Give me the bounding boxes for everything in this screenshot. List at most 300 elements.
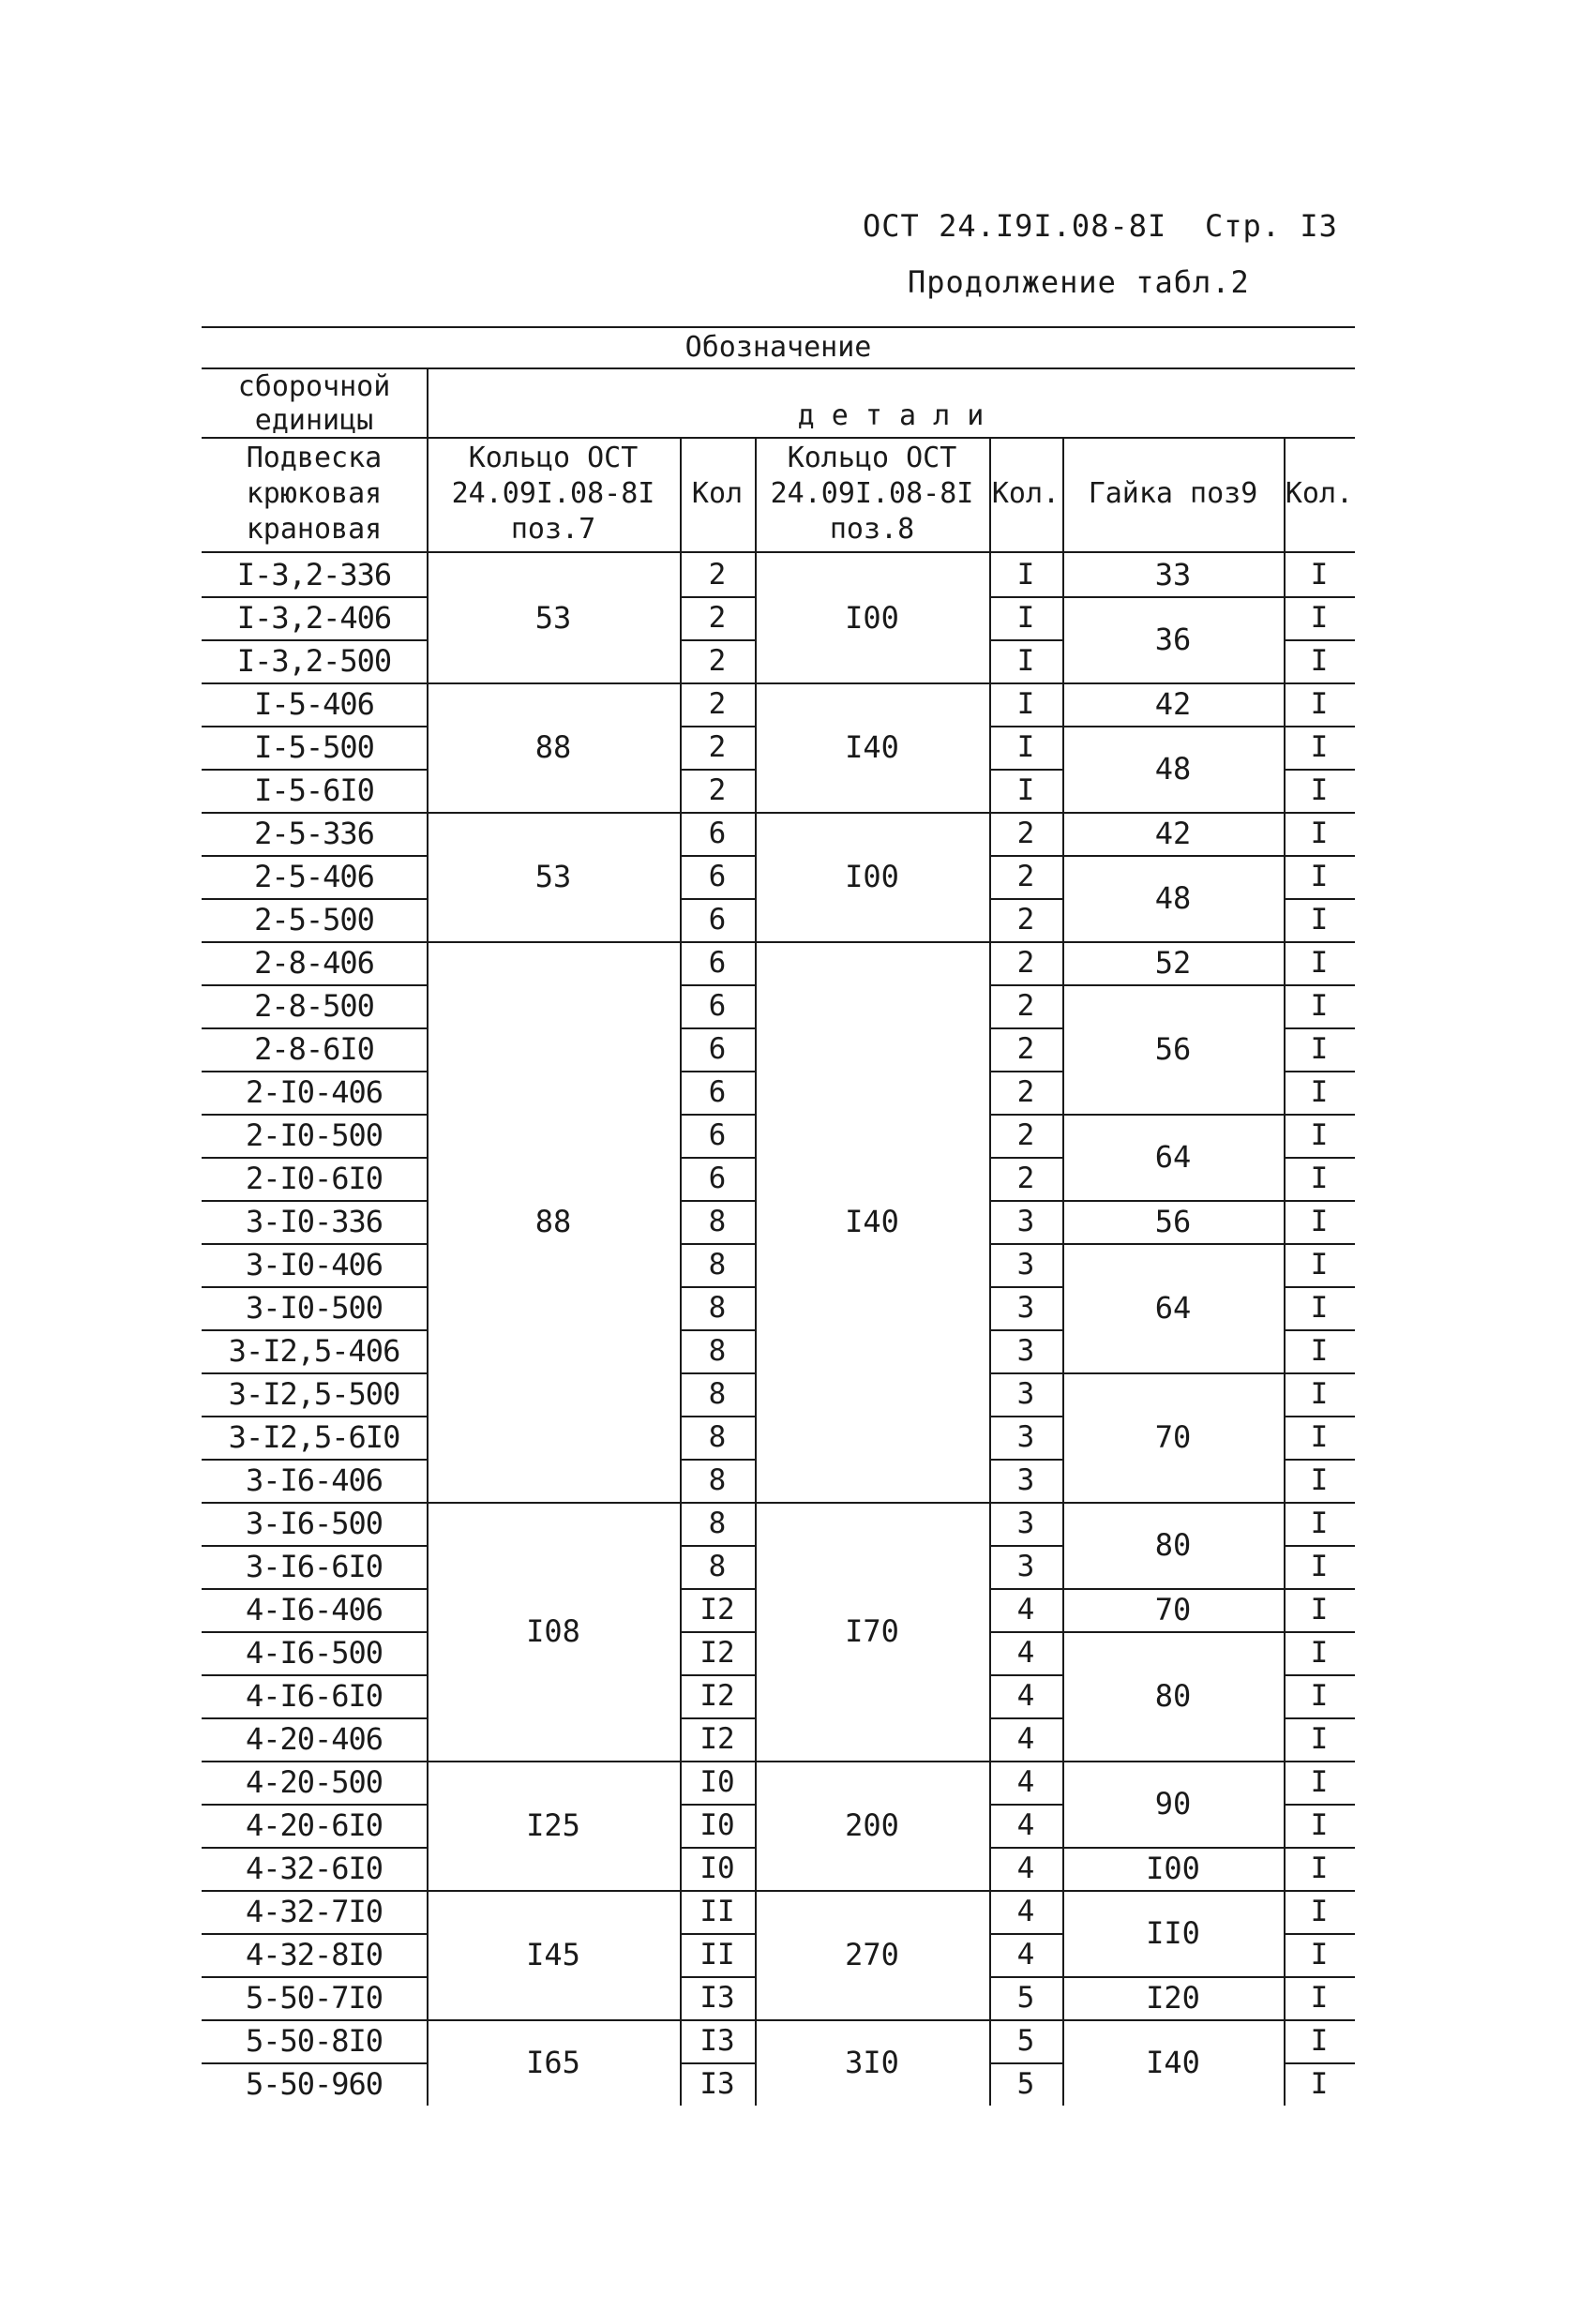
parts-header: д е т а л и bbox=[797, 399, 985, 432]
ring8-group-cell: 3I0 bbox=[845, 2045, 899, 2080]
row-rule bbox=[680, 1114, 755, 1116]
assembly-cell: 3-I6-406 bbox=[245, 1462, 383, 1498]
ring8-qty-cell: 5 bbox=[1016, 2023, 1035, 2058]
row-rule bbox=[989, 1588, 1062, 1590]
row-rule bbox=[202, 812, 427, 814]
ring7-group-cell-rule bbox=[427, 1761, 680, 1762]
nut-group-cell-rule bbox=[1062, 726, 1284, 727]
ring7-qty-cell: 2 bbox=[708, 686, 727, 721]
row-rule bbox=[680, 1761, 755, 1762]
assembly-cell: 4-20-500 bbox=[245, 1764, 383, 1800]
row-rule bbox=[680, 1157, 755, 1159]
row-rule bbox=[1284, 1631, 1355, 1633]
nut-group-cell: II0 bbox=[1146, 1915, 1200, 1951]
row-rule bbox=[202, 941, 427, 943]
ring7-qty-cell: I3 bbox=[699, 2023, 735, 2058]
nut-qty-cell: I bbox=[1310, 945, 1329, 980]
ring7-qty-cell: 8 bbox=[708, 1333, 727, 1368]
ring7-group-cell-rule bbox=[427, 2019, 680, 2021]
assembly-cell: I-3,2-406 bbox=[236, 600, 392, 636]
row-rule bbox=[680, 726, 755, 727]
assembly-cell: I-5-406 bbox=[254, 686, 374, 722]
page-number: Стр. I3 bbox=[1205, 208, 1338, 244]
row-rule bbox=[202, 1200, 427, 1202]
nut-qty-cell: I bbox=[1310, 600, 1329, 635]
row-rule bbox=[1284, 1027, 1355, 1029]
row-rule bbox=[202, 1243, 427, 1245]
row-rule bbox=[989, 1329, 1062, 1331]
row-rule bbox=[680, 898, 755, 900]
row-rule bbox=[202, 1027, 427, 1029]
row-rule bbox=[989, 1027, 1062, 1029]
row-rule bbox=[202, 769, 427, 771]
assembly-cell: 2-5-500 bbox=[254, 902, 374, 937]
ring8-qty-cell: 4 bbox=[1016, 1937, 1035, 1972]
row-rule bbox=[989, 1243, 1062, 1245]
assembly-cell: 3-I2,5-500 bbox=[228, 1376, 400, 1412]
row-rule bbox=[680, 596, 755, 598]
nut-group-cell: 48 bbox=[1154, 751, 1192, 787]
ring8-qty-cell: 3 bbox=[1016, 1376, 1035, 1411]
nut-qty-cell: I bbox=[1310, 1807, 1329, 1842]
nut-qty-cell: I bbox=[1310, 1937, 1329, 1972]
ring8-qty-cell: 3 bbox=[1016, 1204, 1035, 1238]
ring7-qty-cell: 6 bbox=[708, 1161, 727, 1195]
row-rule bbox=[989, 1200, 1062, 1202]
ring7-qty-cell: 6 bbox=[708, 1031, 727, 1066]
nut-qty-cell: I bbox=[1310, 1635, 1329, 1670]
nut-group-cell-rule bbox=[1062, 1372, 1284, 1374]
ring8-group-cell-rule bbox=[755, 941, 989, 943]
row-rule bbox=[202, 682, 427, 684]
row-rule bbox=[1284, 596, 1355, 598]
ring7-qty-cell: 6 bbox=[708, 859, 727, 893]
ring8-qty-cell: 4 bbox=[1016, 1721, 1035, 1756]
row-rule bbox=[989, 1459, 1062, 1461]
ring8-qty-cell: 2 bbox=[1016, 902, 1035, 937]
nut-qty-cell: I bbox=[1310, 1851, 1329, 1885]
row-rule bbox=[680, 984, 755, 986]
row-rule bbox=[989, 1631, 1062, 1633]
ring8-qty-cell: 3 bbox=[1016, 1462, 1035, 1497]
nut-qty-cell: I bbox=[1310, 1980, 1329, 2015]
row-rule bbox=[202, 1588, 427, 1590]
ring7-qty-cell: 2 bbox=[708, 772, 727, 807]
nut-group-cell-rule bbox=[1062, 1243, 1284, 1245]
row-rule bbox=[989, 1761, 1062, 1762]
assembly-cell: 3-I2,5-6I0 bbox=[228, 1419, 400, 1455]
row-rule bbox=[989, 1071, 1062, 1072]
ring7-group-cell: 88 bbox=[534, 729, 572, 765]
column-header-ring7-2: 24.09I.08-8I bbox=[451, 477, 655, 510]
ring7-qty-cell: I0 bbox=[699, 1807, 735, 1842]
nut-group-cell-rule bbox=[1062, 682, 1284, 684]
row-rule bbox=[1284, 984, 1355, 986]
row-rule bbox=[1284, 898, 1355, 900]
row-rule bbox=[680, 1674, 755, 1676]
assembly-cell: 5-50-960 bbox=[245, 2066, 383, 2102]
row-rule bbox=[1284, 2019, 1355, 2021]
ring7-qty-cell: II bbox=[699, 1937, 735, 1972]
row-rule bbox=[1284, 1717, 1355, 1719]
assembly-cell: 3-I0-336 bbox=[245, 1204, 383, 1239]
ring8-group-cell: I00 bbox=[845, 859, 899, 894]
ring8-group-cell-rule bbox=[755, 1890, 989, 1892]
ring7-qty-cell: 6 bbox=[708, 945, 727, 980]
ring7-qty-cell: I3 bbox=[699, 2066, 735, 2101]
assembly-cell: 5-50-7I0 bbox=[245, 1980, 383, 2016]
ring7-group-cell-rule bbox=[427, 1502, 680, 1504]
ring7-qty-cell: 8 bbox=[708, 1549, 727, 1583]
ring7-qty-cell: 2 bbox=[708, 729, 727, 764]
nut-group-cell: 56 bbox=[1154, 1204, 1192, 1239]
row-rule bbox=[989, 2019, 1062, 2021]
ring8-group-cell: I70 bbox=[845, 1613, 899, 1649]
nut-group-cell-rule bbox=[1062, 1890, 1284, 1892]
ring7-qty-cell: 6 bbox=[708, 1117, 727, 1152]
ring8-qty-cell: 3 bbox=[1016, 1290, 1035, 1325]
assembly-cell: 2-I0-406 bbox=[245, 1074, 383, 1110]
ring8-qty-cell: 2 bbox=[1016, 816, 1035, 850]
row-rule bbox=[202, 1933, 427, 1935]
assembly-cell: 3-I2,5-406 bbox=[228, 1333, 400, 1369]
table-top-rule bbox=[202, 326, 1355, 328]
nut-qty-cell: I bbox=[1310, 1290, 1329, 1325]
row-rule bbox=[989, 1157, 1062, 1159]
ring8-qty-cell: 5 bbox=[1016, 1980, 1035, 2015]
row-rule bbox=[202, 1804, 427, 1806]
row-rule bbox=[680, 1243, 755, 1245]
row-rule bbox=[202, 1761, 427, 1762]
ring7-qty-cell: 6 bbox=[708, 816, 727, 850]
ring7-group-cell-rule bbox=[427, 812, 680, 814]
nut-qty-cell: I bbox=[1310, 643, 1329, 678]
row-rule bbox=[989, 639, 1062, 641]
row-rule bbox=[1284, 1588, 1355, 1590]
ring8-qty-cell: 4 bbox=[1016, 1807, 1035, 1842]
assembly-cell: 5-50-8I0 bbox=[245, 2023, 383, 2059]
row-rule bbox=[989, 1372, 1062, 1374]
assembly-cell: 4-32-6I0 bbox=[245, 1851, 383, 1886]
ring8-group-cell: I40 bbox=[845, 729, 899, 765]
row-rule bbox=[989, 769, 1062, 771]
nut-group-cell-rule bbox=[1062, 812, 1284, 814]
row-rule bbox=[202, 1674, 427, 1676]
column-header-ring8-2: 24.09I.08-8I bbox=[770, 477, 974, 510]
ring8-qty-cell: 2 bbox=[1016, 945, 1035, 980]
column-header-qty9: Кол. bbox=[1285, 477, 1354, 510]
row-rule bbox=[1284, 1847, 1355, 1849]
row-rule bbox=[1284, 726, 1355, 727]
row-rule bbox=[989, 812, 1062, 814]
row-rule bbox=[1284, 2062, 1355, 2064]
assembly-cell: I-5-500 bbox=[254, 729, 374, 765]
nut-qty-cell: I bbox=[1310, 1204, 1329, 1238]
table-continuation-note: Продолжение табл.2 bbox=[908, 264, 1250, 300]
nut-qty-cell: I bbox=[1310, 1117, 1329, 1152]
nut-group-cell: 64 bbox=[1154, 1290, 1192, 1326]
ring7-group-cell-rule bbox=[427, 1890, 680, 1892]
nut-qty-cell: I bbox=[1310, 1161, 1329, 1195]
ring7-qty-cell: I0 bbox=[699, 1764, 735, 1799]
ring7-qty-cell: 8 bbox=[708, 1419, 727, 1454]
ring8-qty-cell: 3 bbox=[1016, 1549, 1035, 1583]
nut-qty-cell: I bbox=[1310, 772, 1329, 807]
ring8-group-cell-rule bbox=[755, 2019, 989, 2021]
row-rule bbox=[202, 596, 427, 598]
row-rule bbox=[202, 2019, 427, 2021]
column-header-assembly-1: Подвеска bbox=[246, 442, 383, 474]
assembly-cell: I-5-6I0 bbox=[254, 772, 374, 808]
row-rule bbox=[1284, 1933, 1355, 1935]
nut-group-cell-rule bbox=[1062, 855, 1284, 857]
nut-qty-cell: I bbox=[1310, 816, 1329, 850]
row-rule bbox=[989, 1674, 1062, 1676]
ring8-qty-cell: 5 bbox=[1016, 2066, 1035, 2101]
nut-group-cell: 90 bbox=[1154, 1786, 1192, 1822]
row-rule bbox=[1284, 1243, 1355, 1245]
row-rule bbox=[1284, 1114, 1355, 1116]
column-header-qty7: Кол bbox=[691, 477, 744, 510]
row-rule bbox=[680, 1200, 755, 1202]
nut-group-cell-rule bbox=[1062, 1200, 1284, 1202]
row-rule bbox=[1284, 1804, 1355, 1806]
row-rule bbox=[680, 1545, 755, 1547]
row-rule bbox=[202, 1416, 427, 1417]
assembly-cell: 4-32-8I0 bbox=[245, 1937, 383, 1972]
row-rule bbox=[202, 2062, 427, 2064]
row-rule bbox=[989, 1717, 1062, 1719]
ring8-qty-cell: 4 bbox=[1016, 1851, 1035, 1885]
row-rule bbox=[1284, 1329, 1355, 1331]
ring7-qty-cell: I0 bbox=[699, 1851, 735, 1885]
ring7-qty-cell: I3 bbox=[699, 1980, 735, 2015]
row-rule bbox=[1284, 1286, 1355, 1288]
assembly-cell: 2-I0-6I0 bbox=[245, 1161, 383, 1196]
nut-group-cell: 64 bbox=[1154, 1139, 1192, 1175]
row-rule bbox=[989, 596, 1062, 598]
ring7-qty-cell: I2 bbox=[699, 1721, 735, 1756]
nut-group-cell-rule bbox=[1062, 941, 1284, 943]
row-rule bbox=[1284, 1372, 1355, 1374]
nut-qty-cell: I bbox=[1310, 859, 1329, 893]
ring7-qty-cell: 8 bbox=[708, 1376, 727, 1411]
nut-qty-cell: I bbox=[1310, 1894, 1329, 1928]
row-rule bbox=[989, 1114, 1062, 1116]
ring8-qty-cell: I bbox=[1016, 686, 1035, 721]
column-header-ring8-1: Кольцо ОСТ bbox=[787, 442, 957, 474]
ring8-group-cell-rule bbox=[755, 1502, 989, 1504]
nut-group-cell-rule bbox=[1062, 1631, 1284, 1633]
row-rule bbox=[680, 1717, 755, 1719]
ring8-qty-cell: 4 bbox=[1016, 1894, 1035, 1928]
ring8-group-cell: I00 bbox=[845, 600, 899, 636]
ring8-group-cell-rule bbox=[755, 812, 989, 814]
ring8-group-cell-rule bbox=[755, 1761, 989, 1762]
ring7-qty-cell: I2 bbox=[699, 1678, 735, 1713]
row-rule bbox=[680, 682, 755, 684]
nut-group-cell: I20 bbox=[1146, 1980, 1200, 2016]
row-rule bbox=[202, 1329, 427, 1331]
row-rule bbox=[680, 941, 755, 943]
nut-group-cell-rule bbox=[1062, 1502, 1284, 1504]
nut-qty-cell: I bbox=[1310, 1678, 1329, 1713]
nut-group-cell: 70 bbox=[1154, 1592, 1192, 1627]
nut-group-cell: 70 bbox=[1154, 1419, 1192, 1455]
row-rule bbox=[202, 1717, 427, 1719]
nut-qty-cell: I bbox=[1310, 1031, 1329, 1066]
column-header-assembly-3: крановая bbox=[246, 513, 383, 546]
row-rule bbox=[989, 855, 1062, 857]
assembly-cell: 3-I0-500 bbox=[245, 1290, 383, 1326]
nut-group-cell-rule bbox=[1062, 1847, 1284, 1849]
row-rule bbox=[1284, 1502, 1355, 1504]
nut-group-cell: 42 bbox=[1154, 816, 1192, 851]
row-rule bbox=[202, 1502, 427, 1504]
nut-group-cell-rule bbox=[1062, 596, 1284, 598]
ring8-qty-cell: 2 bbox=[1016, 1161, 1035, 1195]
row-rule bbox=[680, 2062, 755, 2064]
row-rule bbox=[680, 1933, 755, 1935]
assembly-cell: 4-20-406 bbox=[245, 1721, 383, 1757]
row-rule bbox=[202, 1071, 427, 1072]
nut-qty-cell: I bbox=[1310, 988, 1329, 1023]
row-rule bbox=[1284, 1459, 1355, 1461]
assembly-cell: 2-5-336 bbox=[254, 816, 374, 851]
row-rule bbox=[680, 855, 755, 857]
ring8-group-cell-rule bbox=[755, 682, 989, 684]
row-rule bbox=[680, 2019, 755, 2021]
nut-qty-cell: I bbox=[1310, 902, 1329, 937]
nut-group-cell: 42 bbox=[1154, 686, 1192, 722]
ring8-qty-cell: 2 bbox=[1016, 1117, 1035, 1152]
ring7-group-cell: I65 bbox=[526, 2045, 580, 2080]
row-rule bbox=[680, 812, 755, 814]
assembly-header-line-1: сборочной bbox=[237, 370, 391, 403]
assembly-cell: 2-8-406 bbox=[254, 945, 374, 981]
nut-qty-cell: I bbox=[1310, 2066, 1329, 2101]
assembly-cell: 4-I6-500 bbox=[245, 1635, 383, 1671]
row-rule bbox=[1284, 1890, 1355, 1892]
nut-qty-cell: I bbox=[1310, 2023, 1329, 2058]
ring8-qty-cell: 3 bbox=[1016, 1333, 1035, 1368]
ring8-qty-cell: 4 bbox=[1016, 1592, 1035, 1627]
row-rule bbox=[989, 1416, 1062, 1417]
row-rule bbox=[1284, 1545, 1355, 1547]
row-rule bbox=[989, 1804, 1062, 1806]
nut-qty-cell: I bbox=[1310, 729, 1329, 764]
row-rule bbox=[989, 898, 1062, 900]
row-rule bbox=[1284, 769, 1355, 771]
nut-group-cell-rule bbox=[1062, 1761, 1284, 1762]
assembly-cell: 3-I6-500 bbox=[245, 1506, 383, 1541]
nut-group-cell-rule bbox=[1062, 2019, 1284, 2021]
row-rule bbox=[680, 1631, 755, 1633]
ring7-qty-cell: I2 bbox=[699, 1592, 735, 1627]
ring7-qty-cell: 2 bbox=[708, 557, 727, 592]
document-code: ОСТ 24.I9I.08-8I bbox=[863, 208, 1167, 244]
assembly-cell: 2-I0-500 bbox=[245, 1117, 383, 1153]
row-rule bbox=[202, 1545, 427, 1547]
row-rule bbox=[680, 1071, 755, 1072]
column-header-ring7-3: поз.7 bbox=[510, 513, 596, 546]
nut-group-cell: 33 bbox=[1154, 557, 1192, 592]
row-rule bbox=[680, 1416, 755, 1417]
ring7-group-cell-rule bbox=[427, 682, 680, 684]
ring8-qty-cell: 3 bbox=[1016, 1506, 1035, 1540]
row-rule bbox=[1284, 682, 1355, 684]
ring8-qty-cell: 4 bbox=[1016, 1678, 1035, 1713]
ring8-qty-cell: 3 bbox=[1016, 1419, 1035, 1454]
nut-group-cell-rule bbox=[1062, 1588, 1284, 1590]
row-rule bbox=[202, 1157, 427, 1159]
nut-qty-cell: I bbox=[1310, 1333, 1329, 1368]
row-rule bbox=[680, 1502, 755, 1504]
nut-qty-cell: I bbox=[1310, 1462, 1329, 1497]
nut-qty-cell: I bbox=[1310, 1506, 1329, 1540]
row-rule bbox=[989, 984, 1062, 986]
row-rule bbox=[680, 1372, 755, 1374]
row-rule bbox=[1284, 1976, 1355, 1978]
ring7-group-cell: I08 bbox=[526, 1613, 580, 1649]
subheader-rule bbox=[202, 437, 1355, 439]
row-rule bbox=[1284, 1071, 1355, 1072]
row-rule bbox=[989, 1286, 1062, 1288]
row-rule bbox=[680, 1286, 755, 1288]
ring7-qty-cell: 2 bbox=[708, 600, 727, 635]
row-rule bbox=[989, 726, 1062, 727]
ring7-group-cell-rule bbox=[427, 941, 680, 943]
assembly-cell: 4-20-6I0 bbox=[245, 1807, 383, 1843]
nut-group-cell-rule bbox=[1062, 984, 1284, 986]
ring7-qty-cell: 8 bbox=[708, 1247, 727, 1282]
row-rule bbox=[989, 941, 1062, 943]
nut-qty-cell: I bbox=[1310, 1721, 1329, 1756]
ring7-group-cell: I25 bbox=[526, 1807, 580, 1843]
assembly-cell: 3-I0-406 bbox=[245, 1247, 383, 1282]
row-rule bbox=[989, 1847, 1062, 1849]
ring8-qty-cell: I bbox=[1016, 557, 1035, 592]
row-rule bbox=[680, 639, 755, 641]
nut-qty-cell: I bbox=[1310, 1419, 1329, 1454]
row-rule bbox=[202, 984, 427, 986]
ring7-qty-cell: II bbox=[699, 1894, 735, 1928]
nut-group-cell: 80 bbox=[1154, 1527, 1192, 1563]
row-rule bbox=[680, 1329, 755, 1331]
row-rule bbox=[202, 855, 427, 857]
row-rule bbox=[1284, 1200, 1355, 1202]
nut-qty-cell: I bbox=[1310, 1764, 1329, 1799]
nut-qty-cell: I bbox=[1310, 1549, 1329, 1583]
ring7-qty-cell: 8 bbox=[708, 1290, 727, 1325]
nut-group-cell: 36 bbox=[1154, 622, 1192, 657]
ring7-qty-cell: 2 bbox=[708, 643, 727, 678]
row-rule bbox=[202, 1976, 427, 1978]
ring8-qty-cell: I bbox=[1016, 772, 1035, 807]
row-rule bbox=[1284, 812, 1355, 814]
ring7-qty-cell: 8 bbox=[708, 1506, 727, 1540]
row-rule bbox=[680, 1459, 755, 1461]
nut-qty-cell: I bbox=[1310, 1247, 1329, 1282]
ring8-qty-cell: 2 bbox=[1016, 859, 1035, 893]
row-rule bbox=[680, 1847, 755, 1849]
row-rule bbox=[202, 1847, 427, 1849]
nut-group-cell: I00 bbox=[1146, 1851, 1200, 1886]
row-rule bbox=[202, 1286, 427, 1288]
ring8-qty-cell: 2 bbox=[1016, 1074, 1035, 1109]
ring7-group-cell: 88 bbox=[534, 1204, 572, 1239]
row-rule bbox=[680, 1588, 755, 1590]
